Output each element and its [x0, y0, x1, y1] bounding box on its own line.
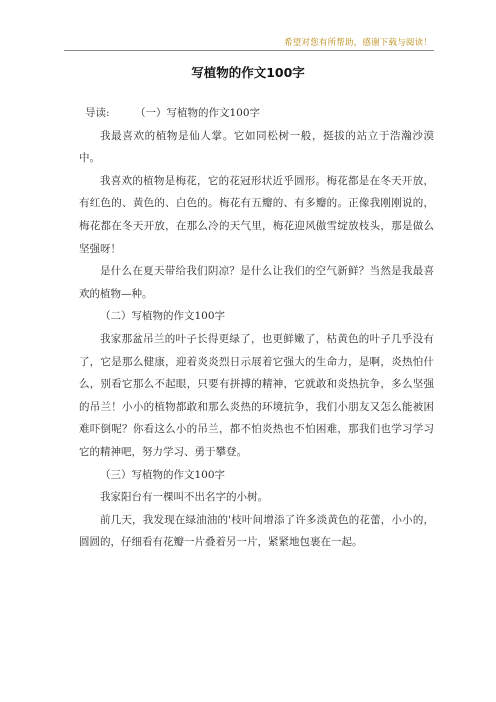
header-divider: [64, 50, 434, 51]
paragraph-5: 我家阳台有一棵叫不出名字的小树。: [100, 491, 268, 504]
lead-label: 导读:: [85, 107, 110, 119]
document-body: [79, 102, 434, 554]
section-heading-3: （三）写植物的作文100字: [100, 468, 226, 481]
paragraph-2: 我喜欢的植物是梅花，它的花冠形状近乎圆形。梅花都是在冬天开放，有红色的、黄色的、白色的。梅花有五瓣的、有多瓣的。正像我刚刚说的，梅花都在冬天开放，在那么冷的天气里，梅花迎风傲雪绽放枝头，那是做么坚强呀！: [79, 174, 434, 255]
header-note: 希望对您有所帮助，感谢下载与阅读！: [284, 38, 432, 48]
paragraph-6: 前几天，我发现在绿油油的'枝叶间增添了许多淡黄色的花蕾，小小的，圆圆的，仔细看有花瓣一片叠着另一片，紧紧地包裹在一起。: [79, 513, 434, 549]
document-title: 写植物的作文100字: [191, 65, 305, 80]
paragraph-3: 是什么在夏天带给我们阴凉？是什么让我们的空气新鲜？当然是我最喜欢的植物—种。: [79, 265, 434, 300]
paragraph-1: 我最喜欢的植物是仙人掌。它如同松树一般，挺拔的站立于浩瀚沙漠中。: [79, 129, 434, 165]
section-heading-1: （一）写植物的作文100字: [135, 107, 261, 119]
paragraph-4: 我家那盆吊兰的叶子长得更绿了，也更鲜嫩了，枯黄色的叶子几乎没有了，它是那么健康，迎着炎炎烈日示展着它强大的生命力，是啊，炎热怕什么，别看它那么不起眼，只要有拼搏的精神，它就敢和炎热抗争，多么坚强的吊兰！小小的植物都敢和那么炎热的环境抗争，我们小朋友又怎么能被困难吓倒呢？你看这么小的吊兰，都不怕炎热也不怕困难，那我们也学习学习它的精神吧，努力学习、勇于攀登。: [79, 332, 434, 458]
section-heading-2: （二）写植物的作文100字: [100, 310, 226, 323]
lead-line: [79, 102, 434, 125]
